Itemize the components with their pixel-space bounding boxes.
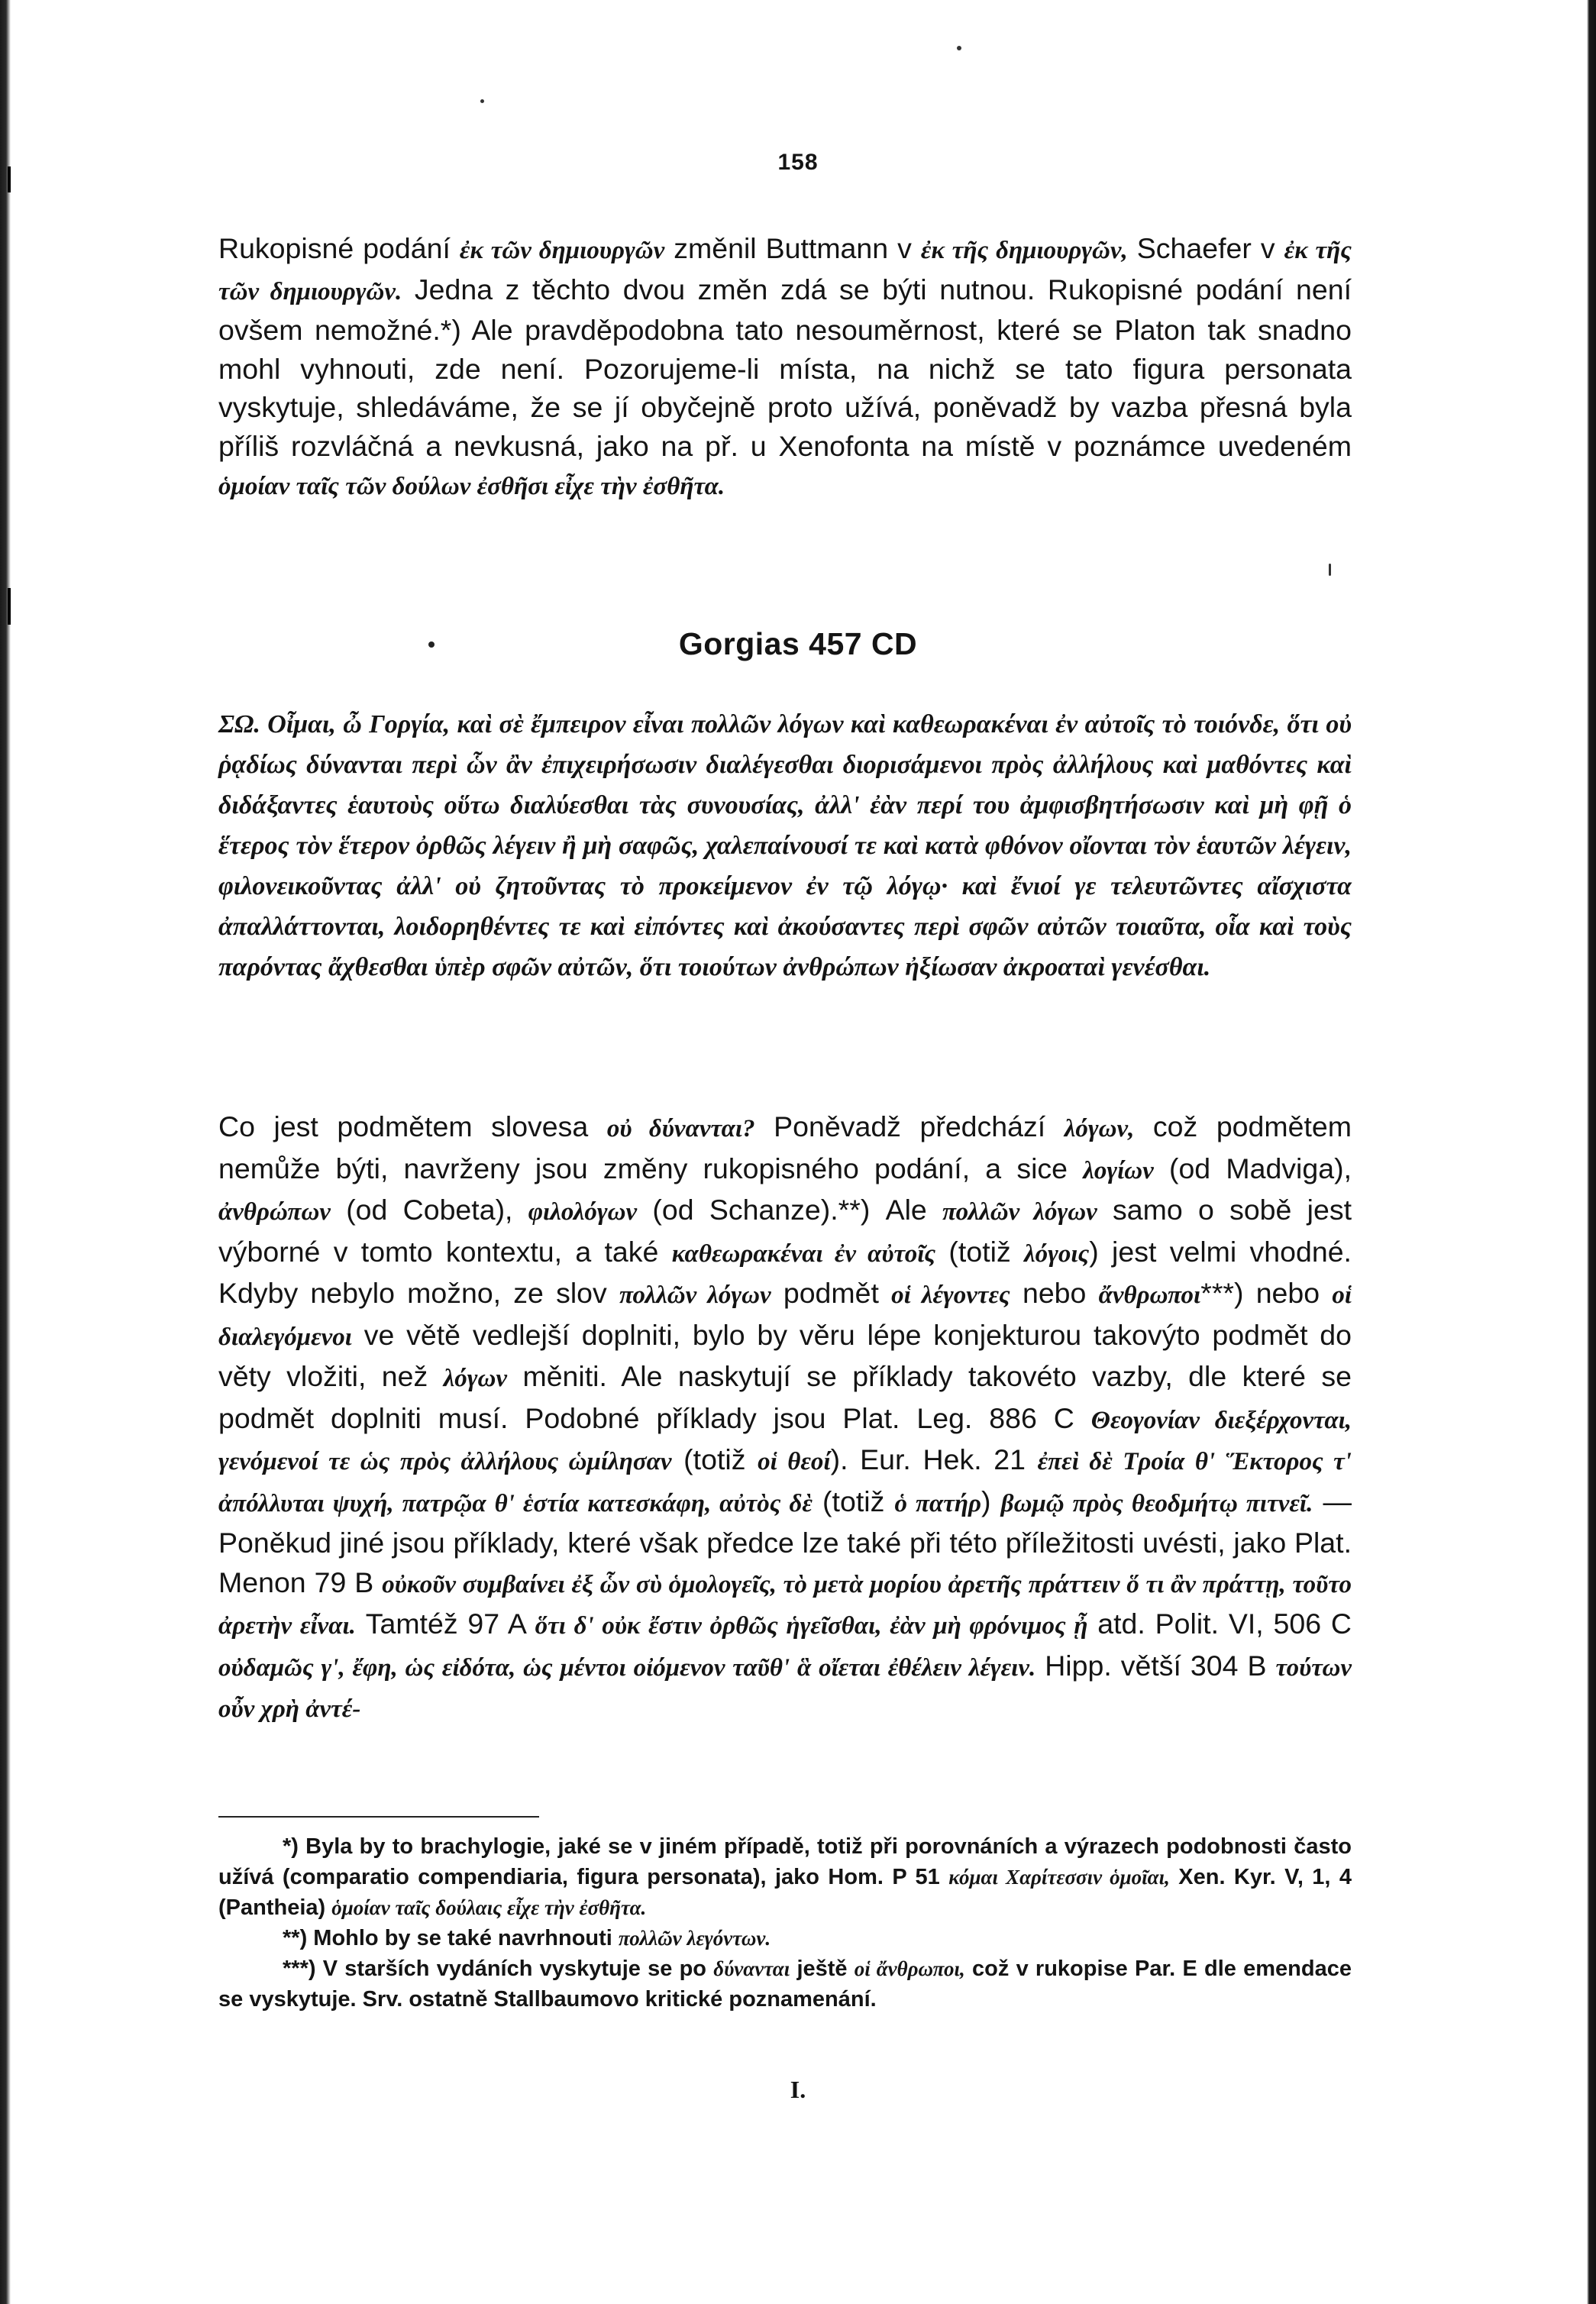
footnote-1: *) Byla by to brachylogie, jaké se v jiném případě, totiž při porovnáních a výrazech podobnosti často užívá (comparatio compendiaria, figura personata), jako Hom. P 51 κόμαι Χαρίτεσσιν ὁμοῖαι, Xen. Kyr. V, 1, 4 (Pantheia) ὁμοίαν ταῖς δούλαις εἶχε τὴν ἐσθῆτα. [218, 1834, 1352, 1920]
scan-edge-mark [8, 588, 11, 625]
scan-edge-right [1587, 0, 1596, 2304]
scan-speck [480, 99, 484, 103]
footnote-2: **) Mohlo by se také navrhnouti πολλῶν λεγόντων. [283, 1926, 771, 1950]
signature-mark: I. [790, 2076, 806, 2103]
footnote-3: ***) V starších vydáních vyskytuje se po δύνανται ještě οἱ ἄνθρωποι, což v rukopise Par. E dle emendace se vyskytuje. Srv. ostatně Stallbaumovo kritické poznamenání. [218, 1957, 1352, 2012]
greek-passage: ΣΩ. Οἶμαι, ὦ Γοργία, καὶ σὲ ἔμπειρον εἶναι πολλῶν λόγων καὶ καθεωρακέναι ἐν αὐτοῖς τὸ τοιόνδε, ὅτι οὐ ῥᾳδίως δύνανται περὶ ὧν ἂν ἐπιχειρήσωσιν διαλέγεσθαι διορισάμενοι πρὸς ἀλλήλους καὶ μαθόντες καὶ διδάξαντες ἑαυτοὺς οὕτω διαλύεσθαι τὰς συνουσίας, ἀλλ' ἐὰν περί του ἀμφισβητήσωσιν καὶ μὴ φῇ ὁ ἕτερος τὸν ἕτερον ὀρθῶς λέγειν ἢ μὴ σαφῶς, χαλεπαίνουσί τε καὶ κατὰ φθόνον οἴονται τὸν ἑαυτῶν λέγειν, φιλονεικοῦντας ἀλλ' οὐ ζητοῦντας τὸ προκείμενον ἐν τῷ λόγῳ· καὶ ἔνιοί γε τελευτῶντες αἴσχιστα ἀπαλλάττονται, λοιδορηθέντες τε καὶ εἰπόντες καὶ ἀκούσαντες περὶ σφῶν αὐτῶν τοιαῦτα, οἷα καὶ τοὺς παρόντας ἄχθεσθαι ὑπὲρ σφῶν αὐτῶν, ὅτι τοιούτων ἀνθρώπων ἠξίωσαν ἀκροαταὶ γενέσθαι. [218, 710, 1352, 981]
scan-speck [1329, 564, 1331, 576]
footnote-rule [218, 1816, 539, 1818]
paragraph-commentary: Co jest podmětem slovesa οὐ δύνανται? Poněvadž předchází λόγων, což podmětem nemůže býti, navrženy jsou změny rukopisného podání, a sice λογίων (od Madviga), ἀνθρώπων (od Cobeta), φιλολόγων (od Schanze).**) Ale πολλῶν λόγων samo o sobě jest výborné v tomto kontextu, a také καθεωρακέναι ἐν αὐτοῖς (totiž λόγοις) jest velmi vhodné. Kdyby nebylo možno, ze slov πολλῶν λόγων podmět οἱ λέγοντες nebo ἄνθρωποι***) nebo οἱ διαλεγόμενοι ve větě vedlejší doplniti, bylo by věru lépe konjekturou takovýto podmět do věty vložiti, než λόγων měniti. Ale naskytují se příklady takovéto vazby, dle které se podmět doplniti musí. Podobné příklady jsou Plat. Leg. 886 C Θεογονίαν διεξέρχονται, γενόμενοί τε ὡς πρὸς ἀλλήλους ὡμίλησαν (totiž οἱ θεοί). Eur. Hek. 21 ἐπεὶ δὲ Τροία θ' Ἕκτορος τ' ἀπόλλυται ψυχή, πατρῷα θ' ἑστία κατεσκάφη, αὐτὸς δὲ (totiž ὁ πατήρ) βωμῷ πρὸς θεοδμήτῳ πιτνεῖ. — Poněkud jiné jsou příklady, které však předce lze také při této příležitosti uvésti, jako Plat. Menon 79 B οὐκοῦν συμβαίνει ἐξ ὧν σὺ ὁμολογεῖς, τὸ μετὰ μορίου ἀρετῆς πράττειν ὅ τι ἂν πράττῃ, τοῦτο ἀρετὴν εἶναι. Tamtéž 97 A ὅτι δ' οὐκ ἔστιν ὀρθῶς ἡγεῖσθαι, ἐὰν μὴ φρόνιμος ᾖ atd. Polit. VI, 506 C οὐδαμῶς γ', ἔφη, ὡς εἰδότα, ὡς μέντοι οἰόμενον ταῦθ' ἃ οἴεται ἐθέλειν λέγειν. Hipp. větší 304 B τούτων οὖν χρὴ ἀντέ- [218, 1110, 1352, 1723]
scan-speck [957, 46, 961, 50]
page-number: 158 [777, 150, 819, 175]
scan-edge-left [0, 0, 11, 2304]
paragraph-intro: Rukopisné podání ἐκ τῶν δημιουργῶν změnil Buttmann v ἐκ τῆς δημιουργῶν, Schaefer v ἐκ τῆς τῶν δημιουργῶν. Jedna z těchto dvou změn zdá se býti nutnou. Rukopisné podání není ovšem nemožné.*) Ale pravděpodobna tato nesouměrnost, které se Platon tak snadno mohl vyhnouti, zde není. Pozorujeme-li místa, na nichž se tato figura personata vyskytuje, shledáváme, že se jí obyčejně proto užívá, poněvadž by vazba přesná byla příliš rozvláčná a nevkusná, jako na př. u Xenofonta na místě v poznámce uvedeném ὁμοίαν ταῖς τῶν δούλων ἐσθῆσι εἶχε τὴν ἐσθῆτα. [218, 232, 1352, 500]
section-heading: Gorgias 457 CD [678, 626, 918, 661]
